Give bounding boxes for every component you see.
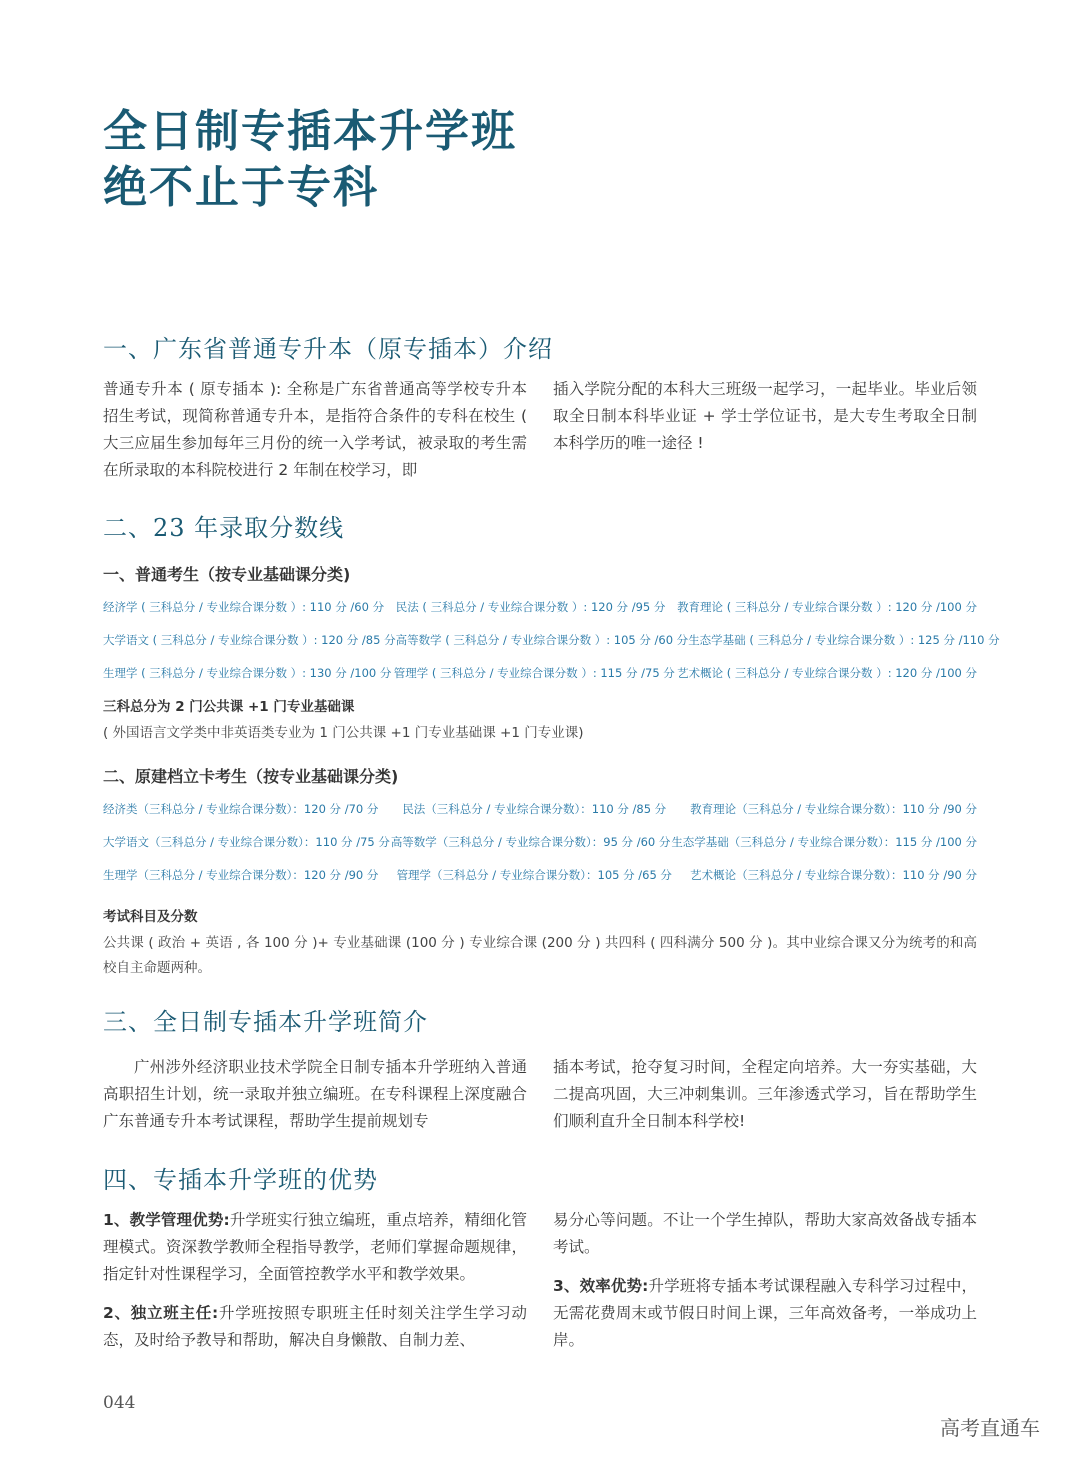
section4-heading: 四、专插本升学班的优势 — [103, 1166, 378, 1194]
group2-title: 二、原建档立卡考生（按专业基础课分类) — [103, 767, 399, 786]
section1-right-text: 插入学院分配的本科大三班级一起学习，一起毕业。毕业后领取全日制本科毕业证 + 学士学位证书，是大专生考取全日制本科学历的唯一途径 ! — [553, 380, 977, 452]
advantage-text: 升学班按照专职班主任时刻关注学生学习动态，及时给予教导和帮助，解决自身懒散、自制力差、 — [103, 1304, 527, 1349]
group1-note-bold: 三科总分为 2 门公共课 +1 门专业基础课 — [103, 699, 355, 715]
score-item: 民法 ( 三科总分 / 专业综合课分数 ）: 120 分 /95 分 — [395, 599, 666, 614]
score-item: 生态学基础（三科总分 / 专业综合课分数）：115 分 /100 分 — [671, 834, 977, 849]
section3-left-text: 广州涉外经济职业技术学院全日制专插本升学班纳入普通高职招生计划，统一录取并独立编班。在专科课程上深度融合广东普通专升本考试课程，帮助学生提前规划专 — [103, 1058, 527, 1130]
exam-title: 考试科目及分数 — [103, 909, 198, 925]
advantage-text: 升学班实行独立编班，重点培养，精细化管理模式。资深教学教师全程指导教学，老师们掌握命题规律，指定针对性课程学习，全面管控教学水平和教学效果。 — [103, 1211, 527, 1283]
score-row — [103, 590, 977, 623]
score-row — [103, 623, 1000, 656]
score-item: 艺术概论 ( 三科总分 / 专业综合课分数 ）: 120 分 /100 分 — [677, 665, 977, 680]
score-item: 管理学（三科总分 / 专业综合课分数）：105 分 /65 分 — [396, 867, 672, 882]
advantage-label: 2、独立班主任: — [103, 1304, 219, 1322]
advantage-text: 易分心等问题。不让一个学生掉队，帮助大家高效备战专插本考试。 — [553, 1211, 977, 1256]
score-row — [103, 792, 977, 825]
page-number: 044 — [103, 1393, 136, 1413]
score-item: 民法（三科总分 / 专业综合课分数）：110 分 /85 分 — [402, 801, 667, 816]
score-row — [103, 825, 977, 858]
score-item: 生态学基础 ( 三科总分 / 专业综合课分数 ）: 125 分 /110 分 — [688, 632, 1000, 647]
group2-score-grid — [103, 792, 977, 891]
main-title — [103, 104, 517, 216]
main-title-line2: 绝不止于专科 — [103, 162, 379, 213]
section1-heading: 一、广东省普通专升本（原专插本）介绍 — [103, 335, 553, 363]
group1-score-grid — [103, 590, 1000, 689]
score-item: 教育理论（三科总分 / 专业综合课分数）：110 分 /90 分 — [690, 801, 977, 816]
advantage-label: 3、效率优势: — [553, 1277, 649, 1295]
advantage-label: 1、教学管理优势: — [103, 1211, 230, 1229]
score-item: 生理学 ( 三科总分 / 专业综合课分数 ）: 130 分 /100 分 — [103, 665, 392, 680]
advantage-text: 升学班将专插本考试课程融入专科学习过程中，无需花费周末或节假日时间上课，三年高效备考，一举成功上岸。 — [553, 1277, 977, 1349]
score-item: 教育理论 ( 三科总分 / 专业综合课分数 ）: 120 分 /100 分 — [677, 599, 977, 614]
section3-right-text: 插本考试，抢夺复习时间，全程定向培养。大一夯实基础，大二提高巩固，大三冲刺集训。三年渗透式学习，旨在帮助学生们顺利直升全日制本科学校! — [553, 1058, 977, 1130]
score-item: 经济类（三科总分 / 专业综合课分数）：120 分 /70 分 — [103, 801, 379, 816]
section3-heading: 三、全日制专插本升学班简介 — [103, 1008, 428, 1036]
main-title-line1: 全日制专插本升学班 — [103, 106, 517, 157]
score-item: 生理学（三科总分 / 专业综合课分数）：120 分 /90 分 — [103, 867, 379, 882]
watermark: 高考直通车 — [940, 1416, 1040, 1440]
advantage-item — [553, 1273, 977, 1354]
group1-title: 一、普通考生（按专业基础课分类) — [103, 565, 351, 584]
score-row — [103, 656, 977, 689]
score-row — [103, 858, 977, 891]
group1-note: ( 外国语言文学类中非英语类专业为 1 门公共课 +1 门专业基础课 +1 门专业课) — [103, 725, 584, 741]
advantage-item — [103, 1207, 527, 1288]
score-item: 管理学 ( 三科总分 / 专业综合课分数 ）: 115 分 /75 分 — [393, 665, 675, 680]
advantage-item — [103, 1300, 527, 1354]
advantage-item — [553, 1207, 977, 1261]
section4-left-column — [103, 1207, 527, 1366]
section4-right-column — [553, 1207, 977, 1366]
exam-text: 公共课 ( 政治 + 英语 , 各 100 分 )+ 专业基础课 (100 分 ) 专业综合课 (200 分 ) 共四科 ( 四科满分 500 分 )。其中业综合课又分为统考的和高校自主命题两种。 — [103, 935, 977, 976]
score-item: 经济学 ( 三科总分 / 专业综合课分数 ）: 110 分 /60 分 — [103, 599, 385, 614]
score-item: 艺术概论（三科总分 / 专业综合课分数）：110 分 /90 分 — [690, 867, 977, 882]
section2-heading: 二、23 年录取分数线 — [103, 514, 345, 542]
section1-left-text: 普通专升本 ( 原专插本 ): 全称是广东省普通高等学校专升本招生考试，现简称普通专升本，是指符合条件的专科在校生 ( 大三应届生参加每年三月份的统一入学考试，被录取的考生需在所录取的本科院校进行 2 年制在校学习，即 — [103, 380, 527, 479]
score-item: 高等数学 ( 三科总分 / 专业综合课分数 ）: 105 分 /60 分 — [395, 632, 689, 647]
score-item: 大学语文 ( 三科总分 / 专业综合课分数 ）: 120 分 /85 分 — [103, 632, 396, 647]
score-item: 大学语文（三科总分 / 专业综合课分数）：110 分 /75 分 — [103, 834, 390, 849]
score-item: 高等数学（三科总分 / 专业综合课分数）：95 分 /60 分 — [390, 834, 671, 849]
